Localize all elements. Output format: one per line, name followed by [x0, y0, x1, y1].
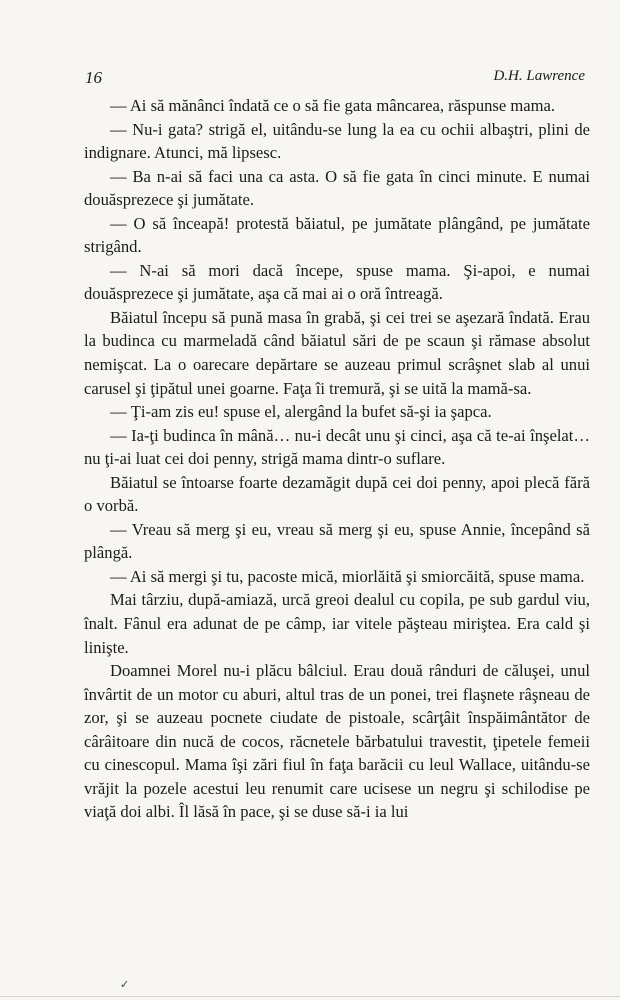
page-header: [0, 68, 620, 92]
body-text: [84, 94, 590, 824]
running-head-author: D.H. Lawrence: [493, 68, 585, 84]
paragraph: — N-ai să mori dacă începe, spuse mama. Şi-apoi, e numai douăsprezece şi jumătate, aşa că mai ai o oră întreagă.: [84, 260, 590, 304]
paragraph: Mai târziu, după-amiază, urcă greoi dealul cu copila, pe sub gardul viu, înalt. Fânul era adunat de pe câmp, iar vitele păşteau miriştea. Era cald şi linişte.: [84, 590, 590, 657]
paragraph: — Ai să mergi şi tu, pacoste mică, miorlăită şi smiorcăită, spuse mama.: [110, 566, 585, 586]
paragraph: Doamnei Morel nu-i plăcu bâlciul. Erau două rânduri de căluşei, unul învârtit de un motor cu aburi, altul tras de un ponei, trei flaşnete râşneau de zor, şi se auzeau pocnete ciudate de pistoale, scârţâit înspăimântător de cârâitoare din nucă de cocos, răcnetele bărbatului travestit, ţipetele femeii cu cinescopul. Mama îşi zări fiul în faţa barăcii cu leul Wallace, uitându-se vrăjit la pozele acestui leu renumit care ucisese un negru şi schilodise pe viaţă doi albi. Îl lăsă în pace, şi se duse să-i ia lui: [84, 661, 590, 822]
paragraph: — Ia-ţi budinca în mână… nu-i decât unu şi cinci, aşa că te-ai înşelat… nu ţi-ai luat cei doi penny, strigă mama dintr-o suflare.: [84, 425, 590, 469]
paragraph: — Nu-i gata? strigă el, uitându-se lung la ea cu ochii albaştri, plini de indignare. Atunci, mă lipsesc.: [84, 119, 590, 163]
page-number: 16: [85, 68, 102, 87]
paragraph: — O să înceapă! protestă băiatul, pe jumătate plângând, pe jumătate strigând.: [84, 213, 590, 257]
paragraph: — Ba n-ai să faci una ca asta. O să fie gata în cinci minute. E numai douăsprezece şi jumătate.: [84, 166, 590, 210]
page-edge-divider: [0, 996, 620, 997]
paragraph: Băiatul se întoarse foarte dezamăgit după cei doi penny, apoi plecă fără o vorbă.: [84, 472, 590, 516]
check-mark: ✓: [120, 979, 130, 991]
paragraph: Băiatul începu să pună masa în grabă, şi cei trei se aşezară îndată. Erau la budinca cu marmeladă când băiatul sări de pe scaun şi rămase absolut nemişcat. La o oarecare depărtare se auzeau primul scrâşnet slab al unui carusel şi ţipătul unei goarne. Faţa îi tremură, şi se uită la mamă-sa.: [84, 307, 590, 398]
paragraph: — Vreau să merg şi eu, vreau să merg şi eu, spuse Annie, începând să plângă.: [84, 519, 590, 563]
paragraph: — Ai să mănânci îndată ce o să fie gata mâncarea, răspunse mama.: [110, 96, 556, 115]
paragraph: — Ţi-am zis eu! spuse el, alergând la bufet să-şi ia şapca.: [110, 402, 492, 422]
